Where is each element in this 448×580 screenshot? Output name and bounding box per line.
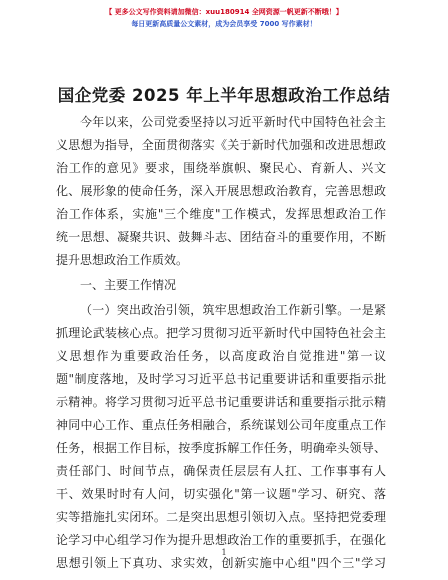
text-line: 责任部门、时间节点，确保责任层层有人扛、工作事事有人 [56,464,386,478]
text-line: 提升思想政治工作质效。 [56,253,189,267]
text-line: 论学习中心组学习作为提升思想政治工作的重要抓手，在强化 [56,533,386,547]
promo-banner-top: 【 更多公文写作资料请加微信：xuu180914 全网资源一帆更新不断哦！】 [105,8,343,16]
document-body [56,111,386,575]
text-line: 统一思想、凝聚共识、鼓舞斗志、团结奋斗的重要作用，不断 [56,230,386,244]
text-line: 实等措施扎实闭环。二是突出思想引领切入点。坚持把党委理 [56,510,386,524]
promo-banner-sub: 每日更新高质量公文素材，成为会员享受 7000 写作素材！ [131,20,317,28]
text-line: 今年以来，公司党委坚持以习近平新时代中国特色社会主 [80,115,386,129]
document-title: 国企党委 2025 年上半年思想政治工作总结 [57,86,391,105]
paragraph-intro [56,111,386,272]
paragraph-section-1 [56,299,386,575]
text-line: （一）突出政治引领，筑牢思想政治工作新引擎。一是紧 [80,303,386,317]
text-line: 化、展形象的使命任务，深入开展思想政治教育，完善思想政 [56,184,386,198]
text-line: 义思想作为重要政治任务，以高度政治自觉推进"第一议 [56,349,386,363]
text-line: 抓理论武装核心点。把学习贯彻习近平新时代中国特色社会主 [56,326,386,340]
section-heading: 一、主要工作情况 [80,278,177,292]
text-line: 示精神。将学习贯彻习近平总书记重要讲话和重要指示批示精 [56,395,386,409]
text-line: 任务，根据工作目标，按季度拆解工作任务，明确牵头领导、 [56,441,386,455]
text-line: 义思想为指导，全面贯彻落实《关于新时代加强和改进思想政 [56,138,386,152]
page-number: 1 [221,548,227,557]
text-line: 神同中心工作、重点任务相融合，系统谋划公司年度重点工作 [56,418,386,432]
text-line: 治工作体系，实施"三个维度"工作模式，发挥思想政治工作 [56,207,386,221]
text-line: 干、效果时时有人问，切实强化"第一议题"学习、研究、落 [56,487,386,501]
text-line: 题"制度落地，及时学习习近平总书记重要讲话和重要指示批 [56,372,386,386]
text-line: 思想引领上下真功、求实效，创新实施中心组"四个三"学习 [56,556,386,570]
text-line: 治工作的意见》要求，围绕举旗帜、聚民心、育新人、兴文 [56,161,386,175]
